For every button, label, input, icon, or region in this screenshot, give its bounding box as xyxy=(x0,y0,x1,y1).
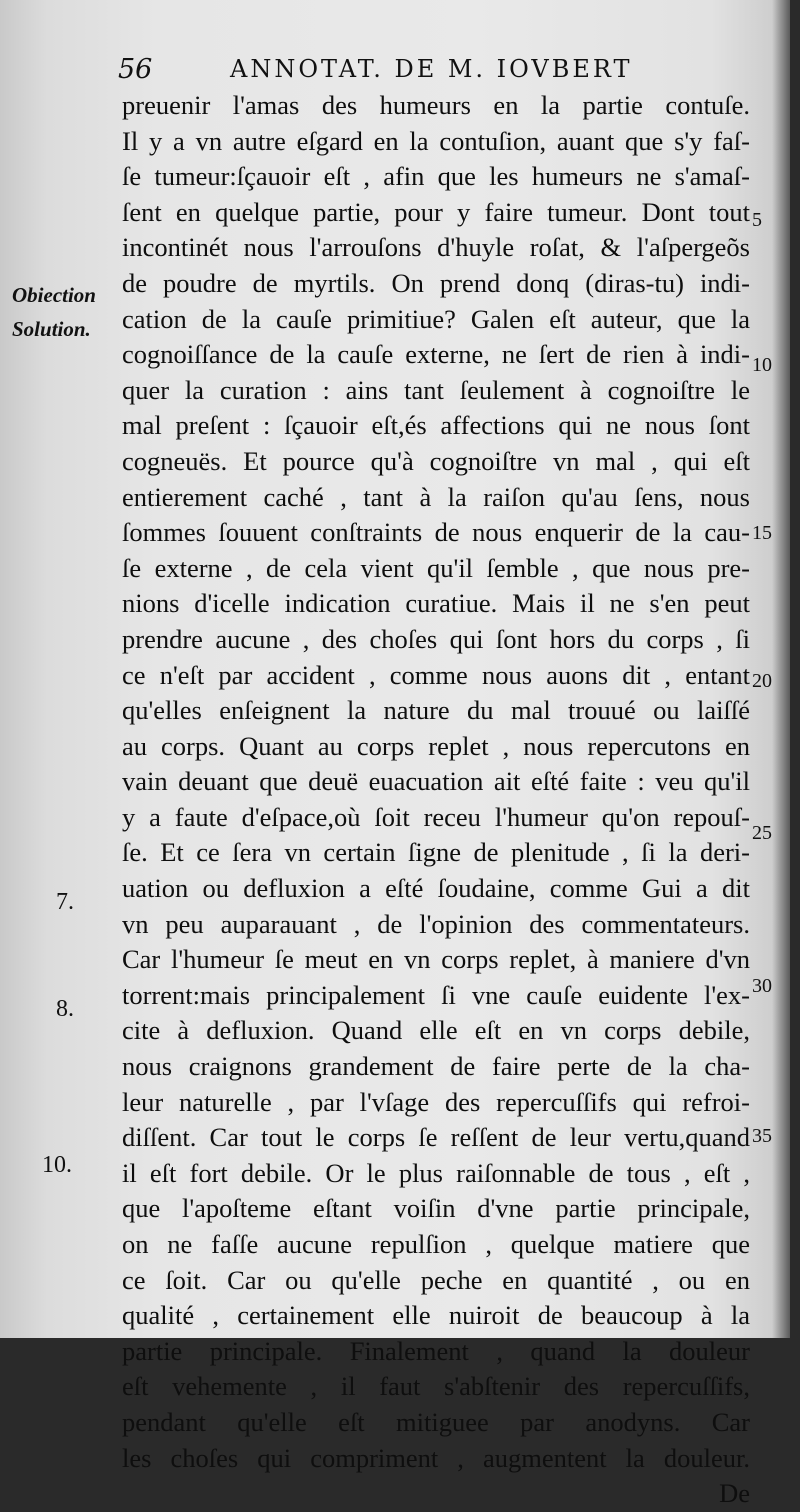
text-line: nous craignons grandement de faire perte de la cha- xyxy=(122,1051,750,1082)
text-line: eſt vehemente , il faut s'abſtenir des repercuſſifs, xyxy=(122,1371,750,1402)
margin-number-7: 7. xyxy=(56,889,74,915)
text-line: nions d'icelle indication curatiue. Mais il ne s'en peut xyxy=(122,588,750,619)
text-line: Il y a vn autre eſgard en la contuſion, auant que s'y faſ- xyxy=(122,125,750,156)
text-line: preuenir l'amas des humeurs en la partie contuſe. xyxy=(122,90,750,120)
text-line: ſent en quelque partie, pour y faire tumeur. Dont tout xyxy=(122,196,750,227)
text-line: qualité , certainement elle nuiroit de beaucoup à la xyxy=(122,1300,750,1331)
margin-note-objection: Obiection xyxy=(12,283,96,307)
text-line: vn peu auparauant , de l'opinion des commentateurs. xyxy=(122,908,750,939)
text-line: il eſt fort debile. Or le plus raiſonnable de tous , eſt , xyxy=(122,1157,750,1188)
text-line: ſommes ſouuent conſtraints de nous enquerir de la cau- xyxy=(122,517,750,548)
line-number-column xyxy=(752,0,792,1338)
text-line: y a faute d'eſpace,où ſoit receu l'humeur qu'on repouſ- xyxy=(122,801,750,832)
text-line: cite à defluxion. Quand elle eſt en vn corps debile, xyxy=(122,1015,750,1046)
left-margin-notes xyxy=(0,0,120,1338)
text-line: prendre aucune , des choſes qui ſont hors du corps , ſi xyxy=(122,623,750,654)
line-number-25: 25 xyxy=(752,822,772,844)
text-line: qu'elles enſeignent la nature du mal trouué ou laiſſé xyxy=(122,695,750,726)
body-text xyxy=(122,88,750,1512)
text-line: ſe. Et ce ſera vn certain ſigne de plenitude , ſi la deri- xyxy=(122,837,750,868)
text-line: les choſes qui compriment , augmentent la douleur. xyxy=(122,1442,750,1473)
text-line: torrent:mais principalement ſi vne cauſe euidente l'ex- xyxy=(122,979,750,1010)
text-line: au corps. Quant au corps replet , nous repercutons en xyxy=(122,730,750,761)
margin-number-10: 10. xyxy=(42,1152,72,1178)
page-header xyxy=(118,52,748,92)
text-line: de poudre de myrtils. On prend donq (diras-tu) indi- xyxy=(122,267,750,298)
text-line: que l'apoſteme eſtant voiſin d'vne partie principale, xyxy=(122,1193,750,1224)
line-number-10: 10 xyxy=(752,354,772,376)
line-number-20: 20 xyxy=(752,670,772,692)
text-line: ſe tumeur:ſçauoir eſt , afin que les humeurs ne s'amaſ- xyxy=(122,161,750,192)
text-line: cogneuës. Et pource qu'à cognoiſtre vn mal , qui eſt xyxy=(122,445,750,476)
text-line: uation ou defluxion a eſté ſoudaine, comme Gui a dit xyxy=(122,873,750,904)
text-line: leur naturelle , par l'vſage des repercuſſifs qui refroi- xyxy=(122,1086,750,1117)
margin-note-solution: Solution. xyxy=(12,317,91,341)
text-line: ce n'eſt par accident , comme nous auons dit , entant xyxy=(122,659,750,690)
text-line: mal preſent : ſçauoir eſt,és affections qui ne nous ſont xyxy=(122,410,750,441)
text-line: cognoiſſance de la cauſe externe, ne ſert de rien à indi- xyxy=(122,339,750,370)
line-number-30: 30 xyxy=(752,975,772,997)
page-number: 56 xyxy=(118,54,153,85)
text-line: on ne faſſe aucune repulſion , quelque matiere que xyxy=(122,1229,750,1259)
text-line: cation de la cauſe primitiue? Galen eſt auteur, que la xyxy=(122,303,750,334)
margin-number-8: 8. xyxy=(56,996,74,1022)
text-line: incontinét nous l'arrouſons d'huyle roſat, & l'aſpergeõs xyxy=(122,232,750,263)
text-line: ſe externe , de cela vient qu'il ſemble , que nous pre- xyxy=(122,552,750,583)
text-line: partie principale. Finalement , quand la douleur xyxy=(122,1335,750,1366)
text-line: quer la curation : ains tant ſeulement à cognoiſtre le xyxy=(122,374,750,405)
line-number-35: 35 xyxy=(752,1125,772,1147)
text-line: ce ſoit. Car ou qu'elle peche en quantité , ou en xyxy=(122,1264,750,1295)
text-line: diſſent. Car tout le corps ſe reſſent de leur vertu,quand xyxy=(122,1122,750,1153)
text-line: entierement caché , tant à la raiſon qu'au ſens, nous xyxy=(122,481,750,512)
line-number-15: 15 xyxy=(752,522,772,544)
text-line: Car l'humeur ſe meut en vn corps replet, à maniere d'vn xyxy=(122,944,750,975)
text-line: vain deuant que deuë euacuation ait eſté faite : veu qu'il xyxy=(122,766,750,797)
line-number-5: 5 xyxy=(752,209,762,231)
running-head: ANNOTAT. DE M. IOVBERT xyxy=(230,55,633,83)
catchword: De xyxy=(719,1478,750,1509)
text-line: pendant qu'elle eſt mitiguee par anodyns. Car xyxy=(122,1406,750,1437)
